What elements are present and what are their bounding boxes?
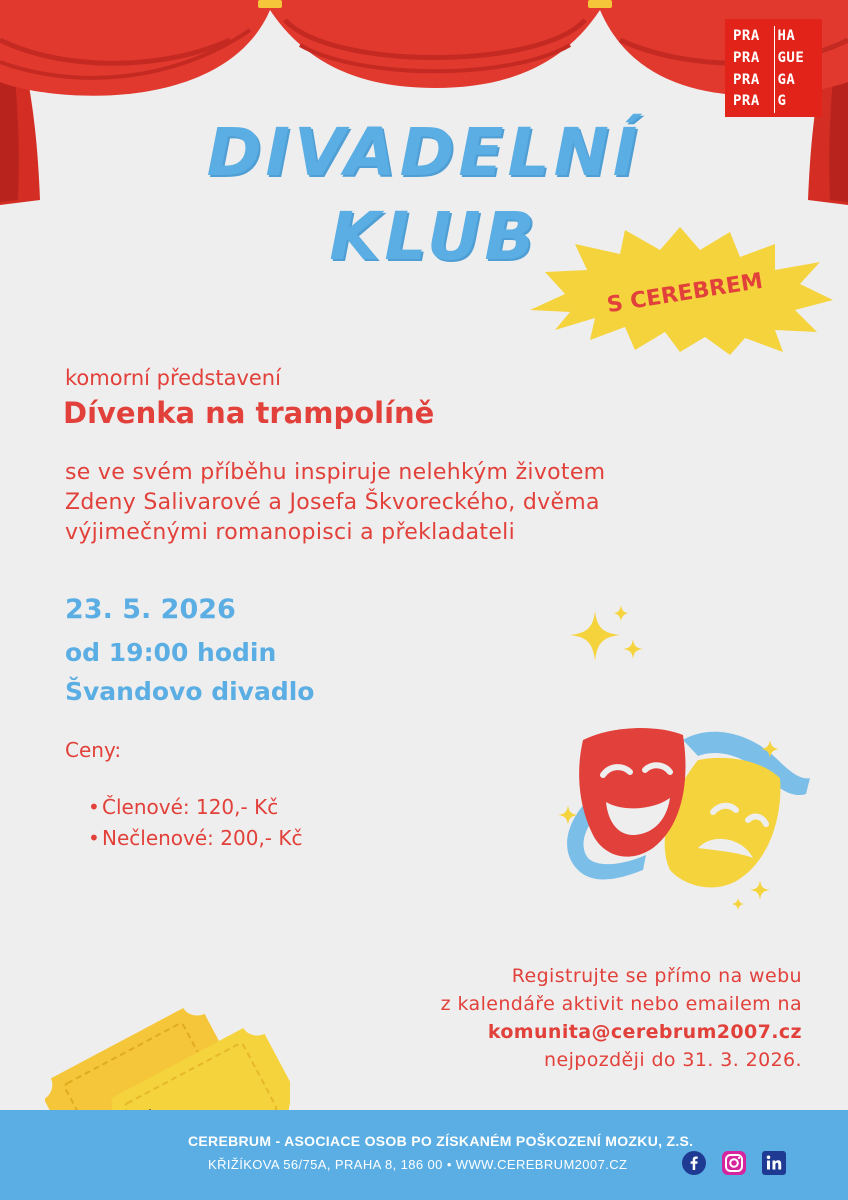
logo-text: G <box>774 91 815 113</box>
logo-text: HA <box>774 26 815 48</box>
event-time: od 19:00 hodin <box>65 638 277 667</box>
play-title: Dívenka na trampolíně <box>63 396 435 430</box>
linkedin-icon[interactable] <box>762 1151 786 1175</box>
instagram-icon[interactable] <box>722 1151 746 1175</box>
facebook-icon[interactable] <box>682 1151 706 1175</box>
theatre-masks-icon <box>548 720 818 920</box>
registration-line: Registrujte se přímo na webu <box>511 965 802 987</box>
logo-text: PRA <box>733 49 760 66</box>
logo-text: PRA <box>733 93 760 110</box>
price-item: • Nečlenové: 200,- Kč <box>88 823 303 854</box>
registration-info <box>441 962 802 1074</box>
event-venue: Švandovo divadlo <box>65 677 315 706</box>
logo-text: GA <box>774 70 815 92</box>
badge-burst <box>525 222 835 357</box>
logo-text: PRA <box>733 28 760 44</box>
prices-list <box>88 792 303 854</box>
registration-line: z kalendáře aktivit nebo emailem na <box>440 993 802 1015</box>
event-kicker: komorní představení <box>65 366 281 390</box>
footer-organization: CEREBRUM - ASOCIACE OSOB PO ZÍSKANÉM POŠKOZENÍ MOZKU, Z.S. <box>188 1133 694 1149</box>
logo-text: PRA <box>733 71 760 88</box>
registration-email-link[interactable]: komunita@cerebrum2007.cz <box>487 1021 802 1043</box>
description-line: se ve svém příběhu inspiruje nelehkým životem <box>65 460 606 485</box>
footer-bar <box>0 1110 848 1200</box>
price-item: • Členové: 120,- Kč <box>88 792 303 823</box>
registration-line: nejpozději do 31. 3. 2026. <box>544 1049 802 1071</box>
title-line-2: KLUB <box>329 198 539 275</box>
logo-text: GUE <box>774 48 815 70</box>
event-date: 23. 5. 2026 <box>65 594 236 625</box>
description-line: Zdeny Salivarové a Josefa Škvoreckého, dvěma <box>65 490 600 515</box>
praha-logo <box>725 19 822 117</box>
badge-text: S CEREBREM <box>605 268 765 319</box>
title-line-1: DIVADELNÍ <box>206 114 642 191</box>
sparkle-icon <box>565 603 650 665</box>
event-description <box>65 458 805 548</box>
prices-label: Ceny: <box>65 738 122 762</box>
description-line: výjimečnými romanopisci a překladateli <box>65 520 516 545</box>
footer-address: KŘIŽÍKOVA 56/75A, PRAHA 8, 186 00 • WWW.CEREBRUM2007.CZ <box>208 1157 628 1172</box>
